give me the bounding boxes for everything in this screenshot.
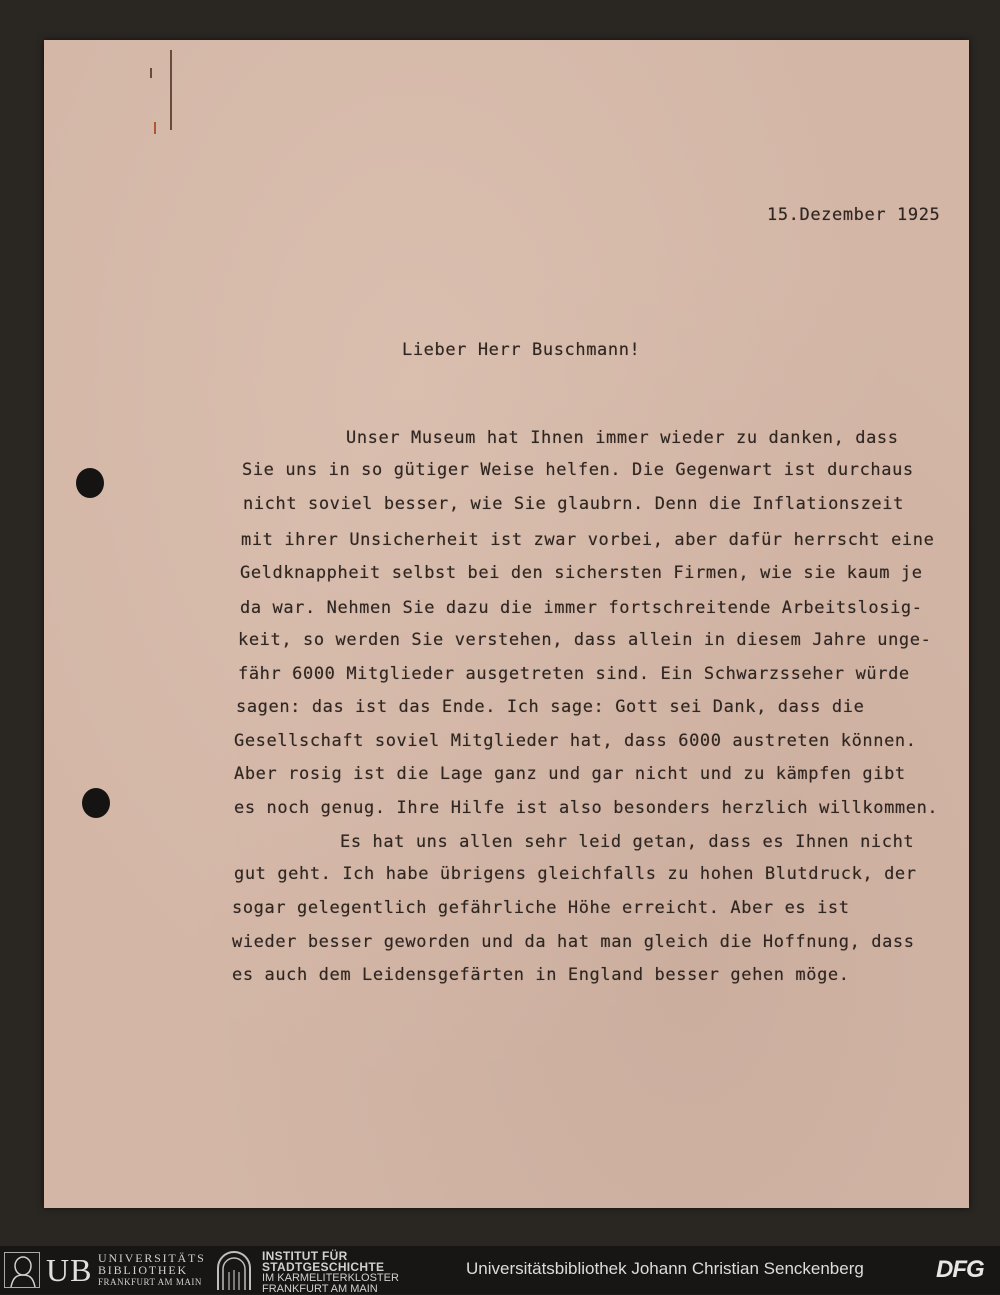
letter-line: keit, so werden Sie verstehen, dass allein in diesem Jahre unge- (238, 630, 932, 650)
ub-logo-name (98, 1252, 206, 1288)
letter-line: es noch genug. Ihre Hilfe ist also besonders herzlich willkommen. (234, 798, 939, 818)
letter-line: sogar gelegentlich gefährliche Höhe erreicht. Aber es ist (232, 898, 850, 918)
letter-date: 15.Dezember 1925 (767, 205, 941, 225)
letter-line: mit ihrer Unsicherheit ist zwar vorbei, aber dafür herrscht eine (241, 530, 935, 550)
letter-line: Es hat uns allen sehr leid getan, dass es Ihnen nicht (340, 832, 915, 852)
isg-line: STADTGESCHICHTE (262, 1260, 385, 1274)
ub-name-line: FRANKFURT AM MAIN (98, 1277, 202, 1287)
isg-line: INSTITUT FÜR (262, 1249, 348, 1263)
pencil-mark (150, 68, 152, 78)
goethe-portrait-icon (4, 1252, 40, 1288)
letter-line: wieder besser geworden und da hat man gleich die Hoffnung, dass (232, 932, 915, 952)
pencil-mark (154, 122, 156, 134)
library-title: Universitätsbibliothek Johann Christian Senckenberg (466, 1259, 864, 1278)
isg-line: IM KARMELITERKLOSTER (262, 1272, 399, 1284)
pencil-mark (170, 50, 172, 130)
punch-hole (76, 468, 104, 498)
letter-line: gut geht. Ich habe übrigens gleichfalls zu hohen Blutdruck, der (234, 864, 917, 884)
letter-line: es auch dem Leidensgefärten in England besser gehen möge. (232, 965, 850, 985)
letter-line: Unser Museum hat Ihnen immer wieder zu danken, dass (346, 428, 899, 448)
ub-logo-letters: UB (46, 1252, 93, 1288)
letter-line: Sie uns in so gütiger Weise helfen. Die Gegenwart ist durchaus (242, 460, 914, 480)
letter-line: fähr 6000 Mitglieder ausgetreten sind. Ein Schwarzsseher würde (238, 664, 910, 684)
letter-line: da war. Nehmen Sie dazu die immer fortschreitende Arbeitslosig- (240, 598, 923, 618)
isg-line: FRANKFURT AM MAIN (262, 1283, 378, 1295)
letter-line: sagen: das ist das Ende. Ich sage: Gott sei Dank, dass die (236, 697, 865, 717)
letter-line: nicht soviel besser, wie Sie glaubrn. Denn die Inflationszeit (243, 494, 904, 514)
karmeliterkloster-arch-icon (214, 1250, 254, 1290)
punch-hole (82, 788, 110, 818)
footer-bar (0, 1246, 1000, 1294)
ub-name-line: UNIVERSITÄTS (98, 1251, 206, 1265)
letter-line: Geldknappheit selbst bei den sichersten Firmen, wie sie kaum je (240, 563, 923, 583)
ub-name-line: BIBLIOTHEK (98, 1263, 188, 1277)
letter-line: Aber rosig ist die Lage ganz und gar nicht und zu kämpfen gibt (234, 764, 906, 784)
isg-logo-text (262, 1251, 399, 1295)
letter-greeting: Lieber Herr Buschmann! (402, 340, 641, 360)
letter-line: Gesellschaft soviel Mitglieder hat, dass 6000 austreten können. (234, 731, 917, 751)
dfg-logo: DFG (936, 1256, 984, 1283)
